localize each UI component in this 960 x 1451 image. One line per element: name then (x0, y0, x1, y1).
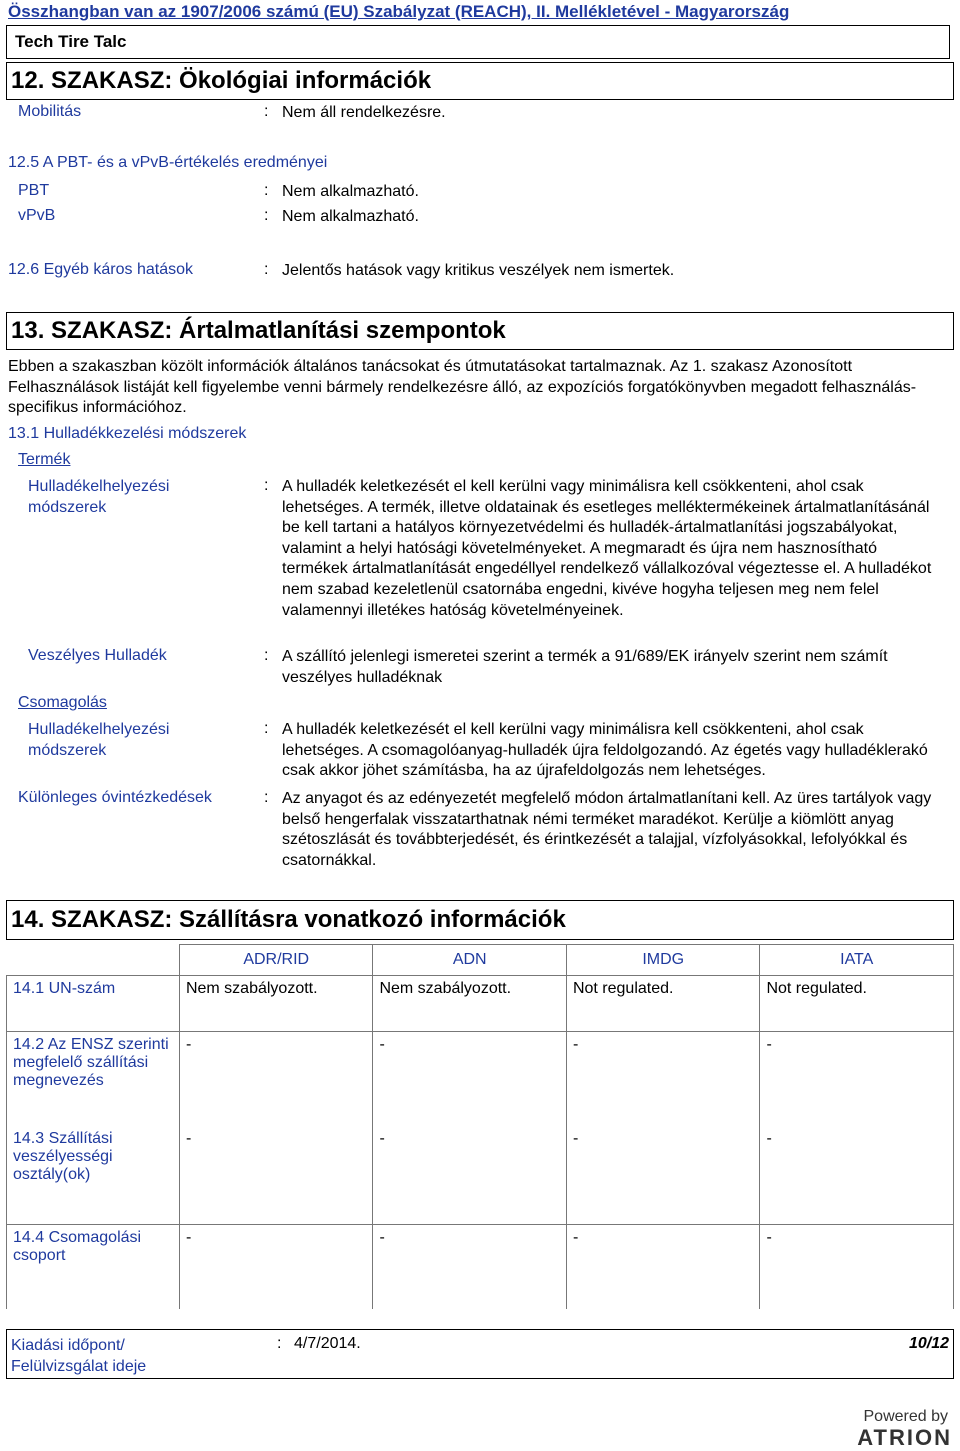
row-label: 14.2 Az ENSZ szerinti megfelelő szállítási megnevezés (7, 1032, 180, 1126)
colon: : (264, 207, 269, 224)
mobility-value: Nem áll rendelkezésre. (282, 104, 446, 121)
cell: - (566, 1032, 760, 1126)
cell: - (566, 1126, 760, 1225)
row-label: 14.3 Szállítási veszélyességi osztály(ok) (7, 1126, 180, 1225)
colon: : (264, 789, 269, 806)
section-13-title: 13. SZAKASZ: Ártalmatlanítási szempontok (6, 312, 954, 350)
table-row (7, 1225, 954, 1309)
cell: - (373, 1126, 567, 1225)
section-12-title: 12. SZAKASZ: Ökológiai információk (6, 62, 954, 100)
pack-disposal-label: Hulladékelhelyezési módszerek (28, 721, 170, 759)
col-adn: ADN (373, 945, 567, 976)
cell: Not regulated. (760, 976, 954, 1032)
special-precautions-label: Különleges óvintézkedések (18, 789, 212, 806)
cell: - (179, 1126, 373, 1225)
product-box (6, 25, 950, 59)
cell: - (179, 1032, 373, 1126)
disposal-value: A hulladék keletkezését el kell kerülni vagy minimálisra kell csökkenteni, ahol csak lehetséges. A termék, illetve oldatainak és esetleges melléktermékeinek ártalmatlanításánál be kell tartani a hatályos környezetvédelmi és hulladék-ártalmatlanítási jogszabályokat, valamint a helyi hatósági követelményeket. A megmaradt és újra nem hasznosítható termékek ártalmatlanítását engedéllyel rendelkező vállalkozóval végeztesse el. A hulladékot nem szabad kezeletlenül csatornába engedni, kivéve hogyha teljesen meg nem felel valamennyi illetékes hatóság követelményeinek. (282, 478, 932, 619)
colon: : (264, 182, 269, 199)
cell: - (760, 1225, 954, 1309)
packaging-label: Csomagolás (18, 694, 107, 711)
section-14-title: 14. SZAKASZ: Szállításra vonatkozó információk (6, 900, 954, 940)
footer-colon: : (277, 1335, 282, 1352)
disposal-label: Hulladékelhelyezési módszerek (28, 478, 170, 516)
section-13-intro: Ebben a szakaszban közölt információk általános tanácsokat és útmutatásokat tartalmaznak. Az 1. szakasz Azonosított Felhasználások listáját kell figyelembe venni bármely rendelkezésre álló, az expozíciós forgatókönyvben megadott felhasználás-specifikus információhoz. (8, 358, 917, 417)
table-row (7, 976, 954, 1032)
special-precautions-value: Az anyagot és az edényezetét megfelelő módon ártalmatlanítani kell. Az üres tartályok vagy belső hengerfalak visszatarthatnak némi terméket maradékot. Kerülje a kiömlött anyag szétoszlását és továbbterjedését, és érintkezését a talajjal, vízfolyásokkal, lefolyókkal és csatornákkal. (282, 790, 932, 869)
vpvb-value: Nem alkalmazható. (282, 208, 419, 225)
cell: - (179, 1225, 373, 1309)
product-name: Tech Tire Talc (15, 32, 127, 51)
atrion-logo: ATRION (857, 1425, 952, 1450)
pbt-heading: 12.5 A PBT- és a vPvB-értékelés eredményei (8, 154, 328, 171)
revision-date-label: Kiadási időpont/ Felülvizsgálat ideje (11, 1337, 147, 1375)
cell: - (373, 1032, 567, 1126)
cell: - (373, 1225, 567, 1309)
cell: - (566, 1225, 760, 1309)
col-imdg: IMDG (566, 945, 760, 976)
other-effects-label: 12.6 Egyéb káros hatások (8, 261, 194, 278)
cell: - (760, 1032, 954, 1126)
cell: - (760, 1126, 954, 1225)
colon: : (264, 720, 269, 737)
mobility-label: Mobilitás (18, 103, 82, 120)
other-effects-value: Jelentős hatások vagy kritikus veszélyek nem ismertek. (282, 262, 675, 279)
cell: Nem szabályozott. (373, 976, 567, 1032)
pbt-value: Nem alkalmazható. (282, 183, 419, 200)
revision-date-value: 4/7/2014. (294, 1335, 361, 1352)
waste-heading: 13.1 Hulladékkezelési módszerek (8, 425, 247, 442)
table-row (7, 1126, 954, 1225)
page-number: 10/12 (908, 1335, 949, 1352)
product-label: Termék (18, 451, 71, 468)
colon: : (264, 103, 269, 120)
pbt-label: PBT (18, 182, 50, 199)
footer-box (6, 1329, 954, 1379)
cell: Nem szabályozott. (179, 976, 373, 1032)
col-iata: IATA (760, 945, 954, 976)
colon: : (264, 647, 269, 664)
col-adr-rid: ADR/RID (179, 945, 373, 976)
powered-by-text: Powered by (863, 1408, 948, 1425)
hazardous-waste-value: A szállító jelenlegi ismeretei szerint a termék a 91/689/EK irányelv szerint nem számít veszélyes hulladéknak (282, 648, 888, 686)
row-label: 14.4 Csomagolási csoport (7, 1225, 180, 1309)
table-row (7, 1032, 954, 1126)
vpvb-label: vPvB (18, 207, 56, 224)
colon: : (264, 477, 269, 494)
row-label: 14.1 UN-szám (7, 976, 180, 1032)
transport-table (6, 944, 954, 1309)
pack-disposal-value: A hulladék keletkezését el kell kerülni vagy minimálisra kell csökkenteni, ahol csak lehetséges. A csomagolóanyag-hulladék újra feldolgozandó. Az égetés vagy hulladéklerakó csak akkor jöhet számításba, ha az újrafeldolgozás nem lehetséges. (282, 721, 928, 780)
hazardous-waste-label: Veszélyes Hulladék (28, 647, 167, 664)
cell: Not regulated. (566, 976, 760, 1032)
colon: : (264, 261, 269, 278)
table-header-row (7, 945, 954, 976)
regulation-header: Összhangban van az 1907/2006 számú (EU) Szabályzat (REACH), II. Mellékletével - Magyarország (8, 2, 790, 21)
